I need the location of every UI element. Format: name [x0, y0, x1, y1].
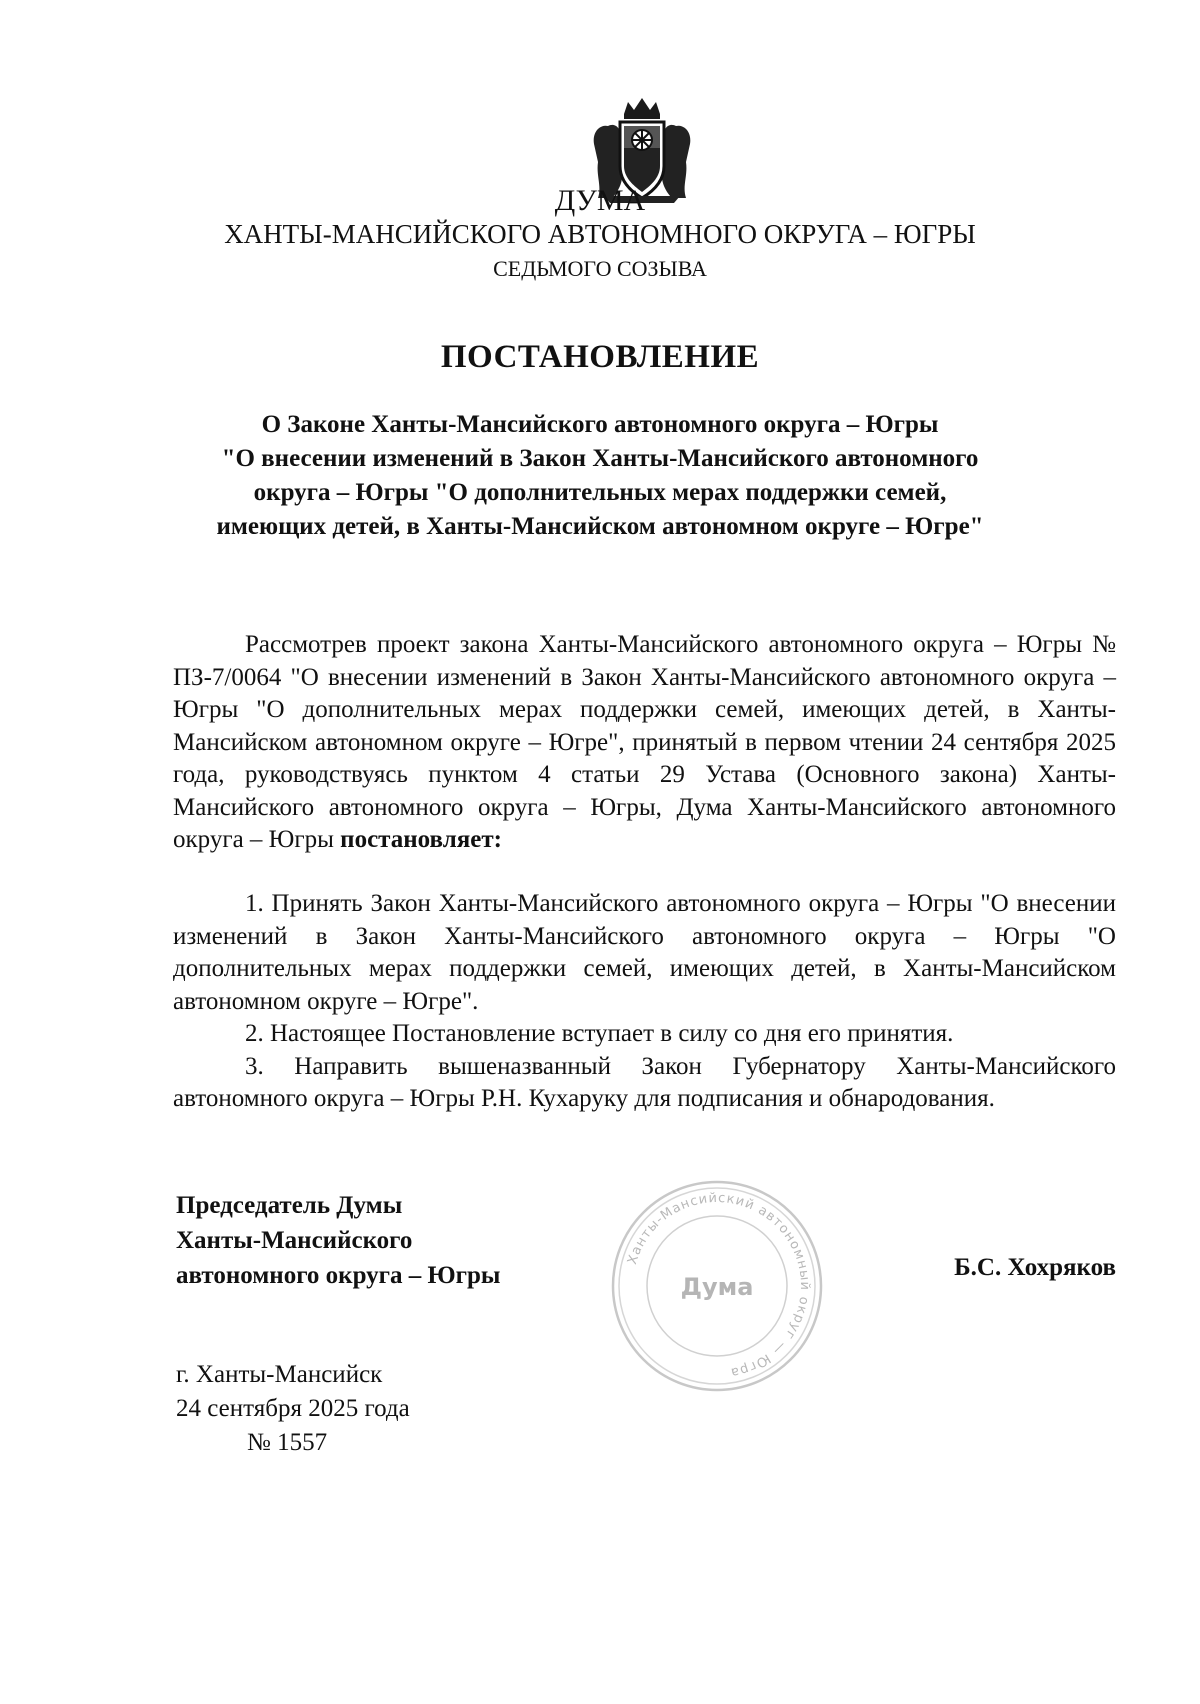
document-number: № 1557: [247, 1429, 328, 1456]
resolution-points: [173, 888, 1116, 1116]
document-place: г. Ханты-Мансийск: [176, 1361, 383, 1388]
signer-name: Б.С. Хохряков: [954, 1254, 1116, 1281]
preamble-paragraph: [173, 629, 1116, 857]
document-type-heading: ПОСТАНОВЛЕНИЕ: [440, 339, 760, 375]
organization-convocation: СЕДЬМОГО СОЗЫВА: [493, 256, 707, 281]
resolution-point-1: 1. Принять Закон Ханты-Мансийского автономного округа – Югры "О внесении изменений в Закон Ханты-Мансийского автономного округа – Югры "О дополнительных мерах поддержки семей, имеющих детей, в Ханты-Мансийском автономном округе – Югре".: [173, 890, 1116, 1015]
document-title-line: "О внесении изменений в Закон Ханты-Мансийского автономного: [221, 445, 979, 472]
document-title-line: округа – Югры "О дополнительных мерах поддержки семей,: [253, 479, 947, 506]
signer-title-line: Председатель Думы: [176, 1192, 403, 1219]
resolution-point-2: 2. Настоящее Постановление вступает в силу со дня его принятия.: [245, 1020, 954, 1047]
signer-title-line: автономного округа – Югры: [176, 1262, 501, 1289]
seal-center-text: Дума: [680, 1273, 754, 1301]
resolution-point-3: 3. Направить вышеназванный Закон Губернатору Ханты-Мансийского автономного округа – Югры Р.Н. Кухаруку для подписания и обнародования.: [173, 1052, 1116, 1112]
organization-region: ХАНТЫ-МАНСИЙСКОГО АВТОНОМНОГО ОКРУГА – ЮГРЫ: [224, 219, 976, 249]
preamble-text: Рассмотрев проект закона Ханты-Мансийского автономного округа – Югры № ПЗ-7/0064 "О внесении изменений в Закон Ханты-Мансийского автономного округа – Югры "О дополнительных мерах поддержки семей, имеющих детей, в Ханты-Мансийском автономном округе – Югре", принятый в первом чтении 24 сентября 2025 года, руководствуясь пунктом 4 статьи 29 Устава (Основного закона) Ханты-Мансийского автономного округа – Югры, Дума Ханты-Мансийского автономного округа – Югры: [173, 631, 1116, 853]
document-footer: [176, 1358, 410, 1460]
document-title-line: имеющих детей, в Ханты-Мансийском автономном округе – Югре": [216, 513, 984, 540]
document-title: [150, 408, 1050, 544]
document-title-line: О Законе Ханты-Мансийского автономного округа – Югры: [261, 411, 939, 438]
document-date: 24 сентября 2025 года: [176, 1395, 410, 1422]
preamble-resolves: постановляет:: [340, 826, 502, 853]
signer-title-line: Ханты-Мансийского: [176, 1227, 413, 1254]
signer-title: [176, 1188, 500, 1293]
seal-ring-text: Ханты-Мансийский автономный округ — Югра: [624, 1190, 813, 1380]
official-seal: [608, 1177, 826, 1395]
organization-name: ДУМА: [554, 184, 646, 217]
preamble: [173, 629, 1116, 857]
